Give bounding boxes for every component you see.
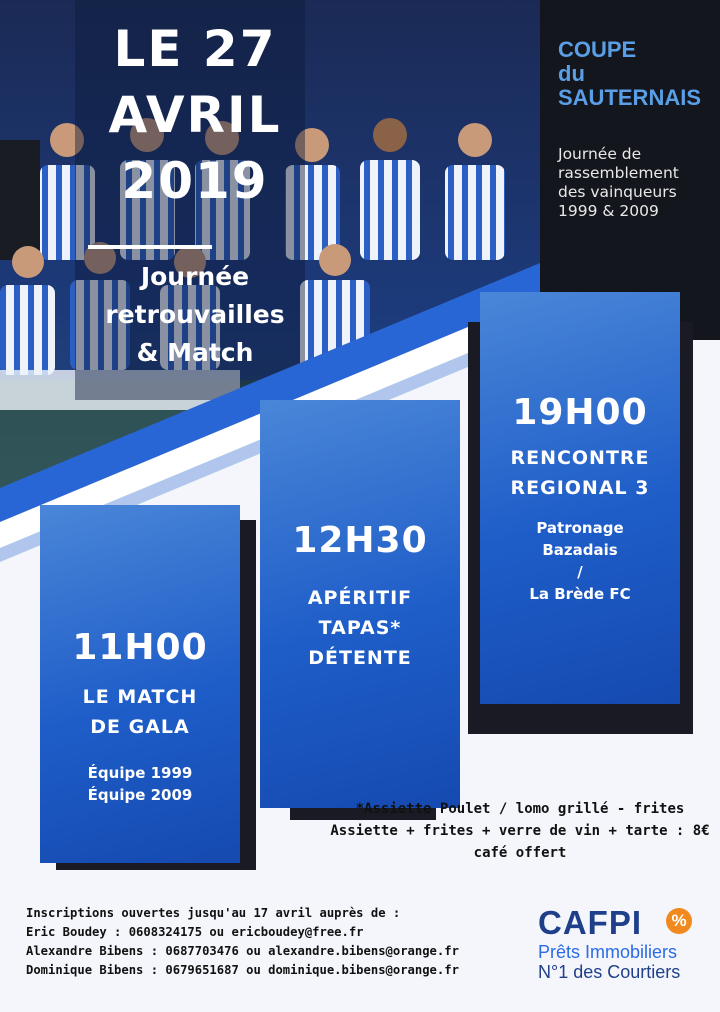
event-desc-line-1: Patronage (536, 519, 624, 537)
event-desc-line-2: Équipe 2009 (87, 786, 193, 804)
event-title-line-2: REGIONAL 3 (510, 477, 650, 499)
event-title (40, 682, 240, 742)
cafpi-tagline-2: N°1 des Courtiers (538, 962, 681, 982)
event-title-line-3: DÉTENTE (308, 647, 412, 669)
subtitle-line-1: Journée (140, 262, 250, 291)
inscriptions-block (26, 904, 536, 980)
subtitle-line-2: retrouvailles (105, 300, 285, 329)
coupe-du-sauternais-panel (540, 0, 720, 340)
coupe-title (558, 38, 701, 110)
menu-notes (320, 798, 720, 864)
event-panel-match-gala (40, 505, 240, 863)
event-title-line-1: RENCONTRE (510, 447, 650, 469)
cafpi-logo (538, 904, 713, 982)
percent-badge-icon: % (666, 908, 692, 934)
cafpi-tagline-1: Prêts Immobiliers (538, 942, 678, 962)
coupe-title-line-3: SAUTERNAIS (558, 85, 702, 110)
date-line-year: 2019 (121, 152, 269, 210)
event-title-line-1: APÉRITIF (307, 587, 413, 609)
coupe-desc-line-2: rassemblement (558, 164, 679, 182)
inscriptions-heading: Inscriptions ouvertes jusqu'au 17 avril auprès de : (26, 906, 401, 920)
event-desc-line-4: La Brède FC (529, 585, 631, 603)
event-time: 11H00 (72, 627, 208, 668)
title-divider (88, 245, 212, 249)
date-title-block (60, 16, 330, 214)
event-panel-rencontre (480, 292, 680, 704)
event-title-line-2: TAPAS* (318, 617, 402, 639)
event-title (260, 583, 460, 673)
event-title-line-1: LE MATCH (82, 686, 198, 708)
coupe-desc-line-4: 1999 & 2009 (558, 202, 659, 220)
coupe-desc-line-3: des vainqueurs (558, 183, 677, 201)
coupe-title-line-1: COUPE (558, 37, 637, 62)
event-desc-line-1: Équipe 1999 (87, 764, 193, 782)
event-description (480, 517, 680, 605)
event-panel-aperitif (260, 400, 460, 808)
coupe-desc-line-1: Journée de (558, 145, 642, 163)
event-description (40, 762, 240, 806)
date-line-day: LE 27 (113, 20, 277, 78)
contact-eric-boudey: Eric Boudey : 0608324175 ou ericboudey@free.fr (26, 925, 364, 939)
cafpi-wordmark: CAFPI (538, 904, 642, 941)
contact-dominique-bibens: Dominique Bibens : 0679651687 ou dominique.bibens@orange.fr (26, 963, 459, 977)
subtitle-line-3: & Match (136, 338, 254, 367)
event-desc-line-2: Bazadais (542, 541, 618, 559)
coupe-title-line-2: du (558, 61, 585, 86)
menu-note-line-1: *Assiette Poulet / lomo grillé - frites (355, 801, 685, 817)
coupe-description (558, 145, 679, 221)
event-subtitle (60, 258, 330, 372)
event-title-line-2: DE GALA (90, 716, 190, 738)
event-desc-line-3: / (577, 563, 583, 581)
date-line-month: AVRIL (108, 86, 282, 144)
contact-alexandre-bibens: Alexandre Bibens : 0687703476 ou alexandre.bibens@orange.fr (26, 944, 459, 958)
menu-note-line-2: Assiette + frites + verre de vin + tarte : 8€ (330, 823, 710, 839)
event-time: 12H30 (292, 520, 428, 561)
menu-note-line-3: café offert (473, 845, 567, 861)
event-time: 19H00 (512, 392, 648, 433)
